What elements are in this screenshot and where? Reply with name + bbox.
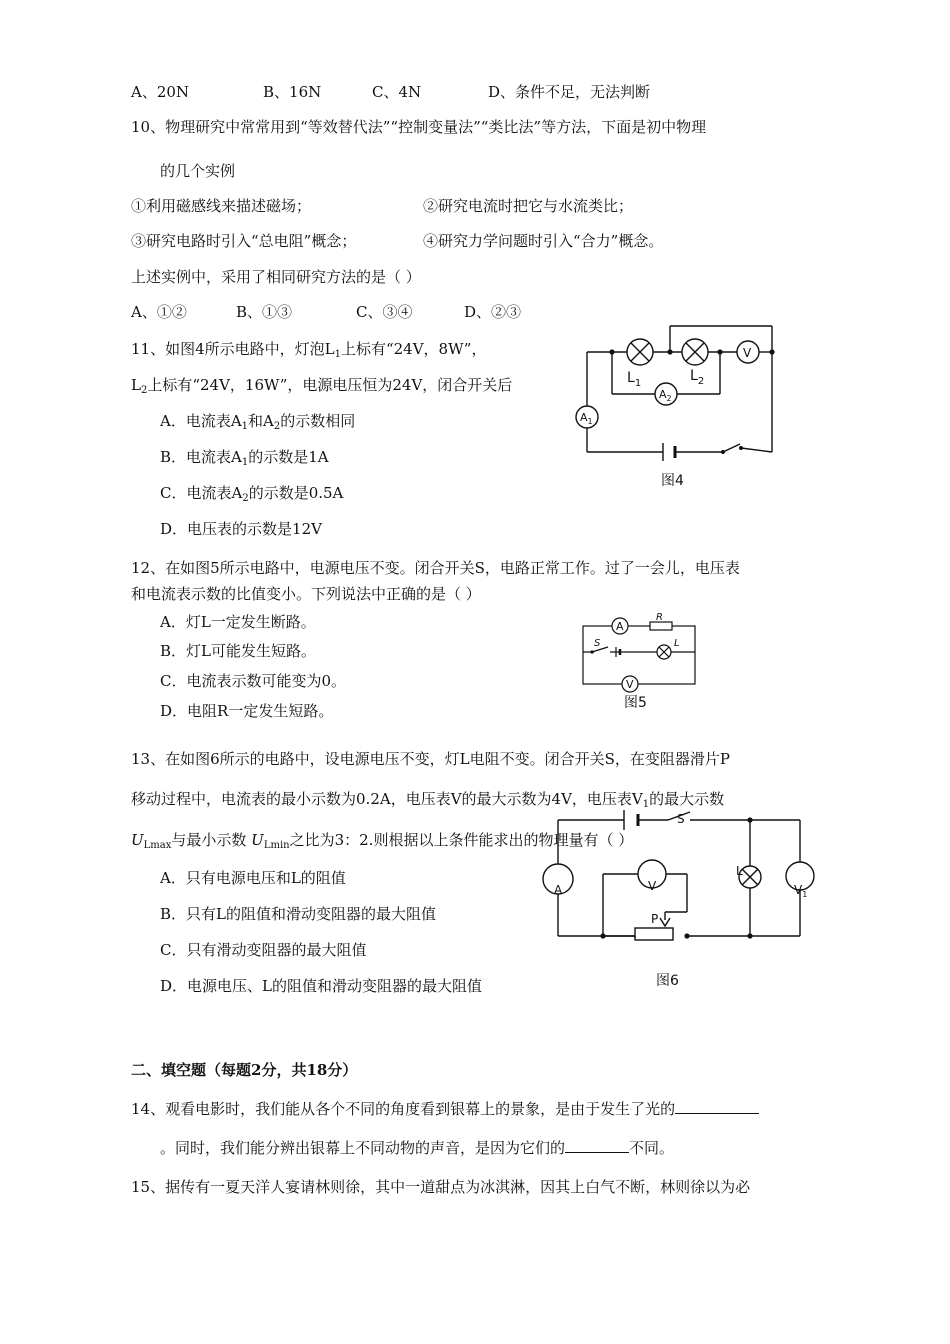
q12-stem-line2: 和电流表示数的比值变小。下列说法中正确的是（ ） bbox=[131, 585, 481, 603]
q10-option-d: D、②③ bbox=[464, 303, 522, 321]
q14-line1: 14、观看电影时，我们能从各个不同的角度看到银幕上的景象，是由于发生了光的 bbox=[131, 1099, 759, 1119]
q14-line2: 。同时，我们能分辨出银幕上不同动物的声音，是因为它们的 不同。 bbox=[160, 1139, 675, 1157]
q11-option-d: D．电压表的示数是12V bbox=[160, 520, 322, 538]
q10-example-1: ①利用磁感线来描述磁场； bbox=[131, 197, 312, 215]
q13-option-a: A．只有电源电压和L的阻值 bbox=[160, 869, 346, 887]
figure-5-circuit bbox=[580, 612, 700, 691]
q10-option-c: C、③④ bbox=[356, 303, 413, 321]
fig5-l-label: L bbox=[674, 638, 680, 649]
q10-stem-line2: 的几个实例 bbox=[160, 162, 236, 180]
q11-stem-line1: 11、如图4所示电路中，灯泡$L_1$上标有“24V，8W”， bbox=[131, 340, 487, 360]
q10-example-2: ②研究电流时把它与水流类比； bbox=[423, 197, 634, 215]
figure-4-caption: 图4 bbox=[661, 473, 684, 489]
section-2-title: 二、填空题（每题2分，共18分） bbox=[131, 1061, 358, 1079]
q14-blank-1[interactable] bbox=[675, 1099, 759, 1114]
fig5-r-label: R bbox=[656, 612, 663, 623]
fig5-v-label: V bbox=[626, 678, 634, 691]
q10-stem-line1: 10、物理研究中常常用到“等效替代法”“控制变量法”“类比法”等方法，下面是初中物理 bbox=[131, 118, 707, 136]
fig4-a2-label: $A_2$ bbox=[659, 388, 672, 403]
q13-option-c: C．只有滑动变阻器的最大阻值 bbox=[160, 941, 367, 959]
q9-option-b: B、16N bbox=[263, 83, 322, 101]
q9-option-d: D、条件不足，无法判断 bbox=[488, 83, 651, 101]
q11-option-a: A．电流表$A_1$和$A_2$的示数相同 bbox=[160, 412, 356, 432]
q12-stem-line1: 12、在如图5所示电路中，电源电压不变。闭合开关S，电路正常工作。过了一会儿，电压表 bbox=[131, 559, 740, 577]
q14-blank-2[interactable] bbox=[565, 1138, 629, 1153]
q13-stem-line2: 移动过程中，电流表的最小示数为0.2A，电压表V的最大示数为4V，电压表$V_1$的最大示数 bbox=[131, 790, 725, 810]
q10-option-b: B、①③ bbox=[236, 303, 293, 321]
figure-5-caption: 图5 bbox=[624, 695, 647, 711]
q15-line1: 15、据传有一夏天洋人宴请林则徐，其中一道甜点为冰淇淋，因其上白气不断，林则徐以为必 bbox=[131, 1178, 751, 1196]
q10-option-a: A、①② bbox=[131, 303, 187, 321]
q12-option-d: D．电阻R一定发生短路。 bbox=[160, 702, 334, 720]
fig6-v1-label: $V_1$ bbox=[794, 883, 808, 899]
fig5-a-label: A bbox=[616, 620, 624, 633]
q12-option-a: A．灯L一定发生断路。 bbox=[160, 613, 316, 631]
figure-4-circuit bbox=[575, 320, 795, 470]
fig4-l2-label: $L_2$ bbox=[690, 368, 705, 387]
fig6-v-label: V bbox=[648, 879, 657, 893]
q13-stem-line3: $U_{Lmax}$与最小示数 $U_{Lmin}$之比为3：2.则根据以上条件能求出的物理量有（ ） bbox=[131, 831, 634, 851]
q10-question: 上述实例中，采用了相同研究方法的是（ ） bbox=[131, 268, 421, 286]
figure-6-circuit bbox=[540, 808, 810, 938]
q11-option-c: C．电流表$A_2$的示数是0.5A bbox=[160, 484, 344, 504]
q9-option-c: C、4N bbox=[372, 83, 422, 101]
figure-6-caption: 图6 bbox=[656, 973, 679, 989]
fig4-v-label: V bbox=[743, 346, 752, 360]
q10-example-4: ④研究力学问题时引入“合力”概念。 bbox=[423, 232, 664, 250]
q13-stem-line1: 13、在如图6所示的电路中，设电源电压不变，灯L电阻不变。闭合开关S，在变阻器滑片P bbox=[131, 750, 730, 768]
fig6-l-label: L bbox=[736, 864, 743, 878]
fig5-s-label: S bbox=[594, 638, 601, 649]
fig6-s-label: S bbox=[677, 812, 685, 826]
fig6-a-label: A bbox=[554, 883, 563, 897]
q9-option-a: A、20N bbox=[131, 83, 190, 101]
q10-example-3: ③研究电路时引入“总电阻”概念； bbox=[131, 232, 357, 250]
q11-option-b: B．电流表$A_1$的示数是1A bbox=[160, 448, 329, 468]
q12-option-b: B．灯L可能发生短路。 bbox=[160, 642, 316, 660]
q12-option-c: C．电流表示数可能变为0。 bbox=[160, 672, 347, 690]
fig4-a1-label: $A_1$ bbox=[580, 411, 593, 426]
q11-stem-line2: $L_2$上标有“24V，16W”，电源电压恒为24V，闭合开关后 bbox=[131, 376, 513, 396]
fig4-l1-label: $L_1$ bbox=[627, 370, 642, 389]
fig6-p-label: P bbox=[651, 912, 659, 926]
q13-option-d: D．电源电压、L的阻值和滑动变阻器的最大阻值 bbox=[160, 977, 482, 995]
q13-option-b: B．只有L的阻值和滑动变阻器的最大阻值 bbox=[160, 905, 436, 923]
